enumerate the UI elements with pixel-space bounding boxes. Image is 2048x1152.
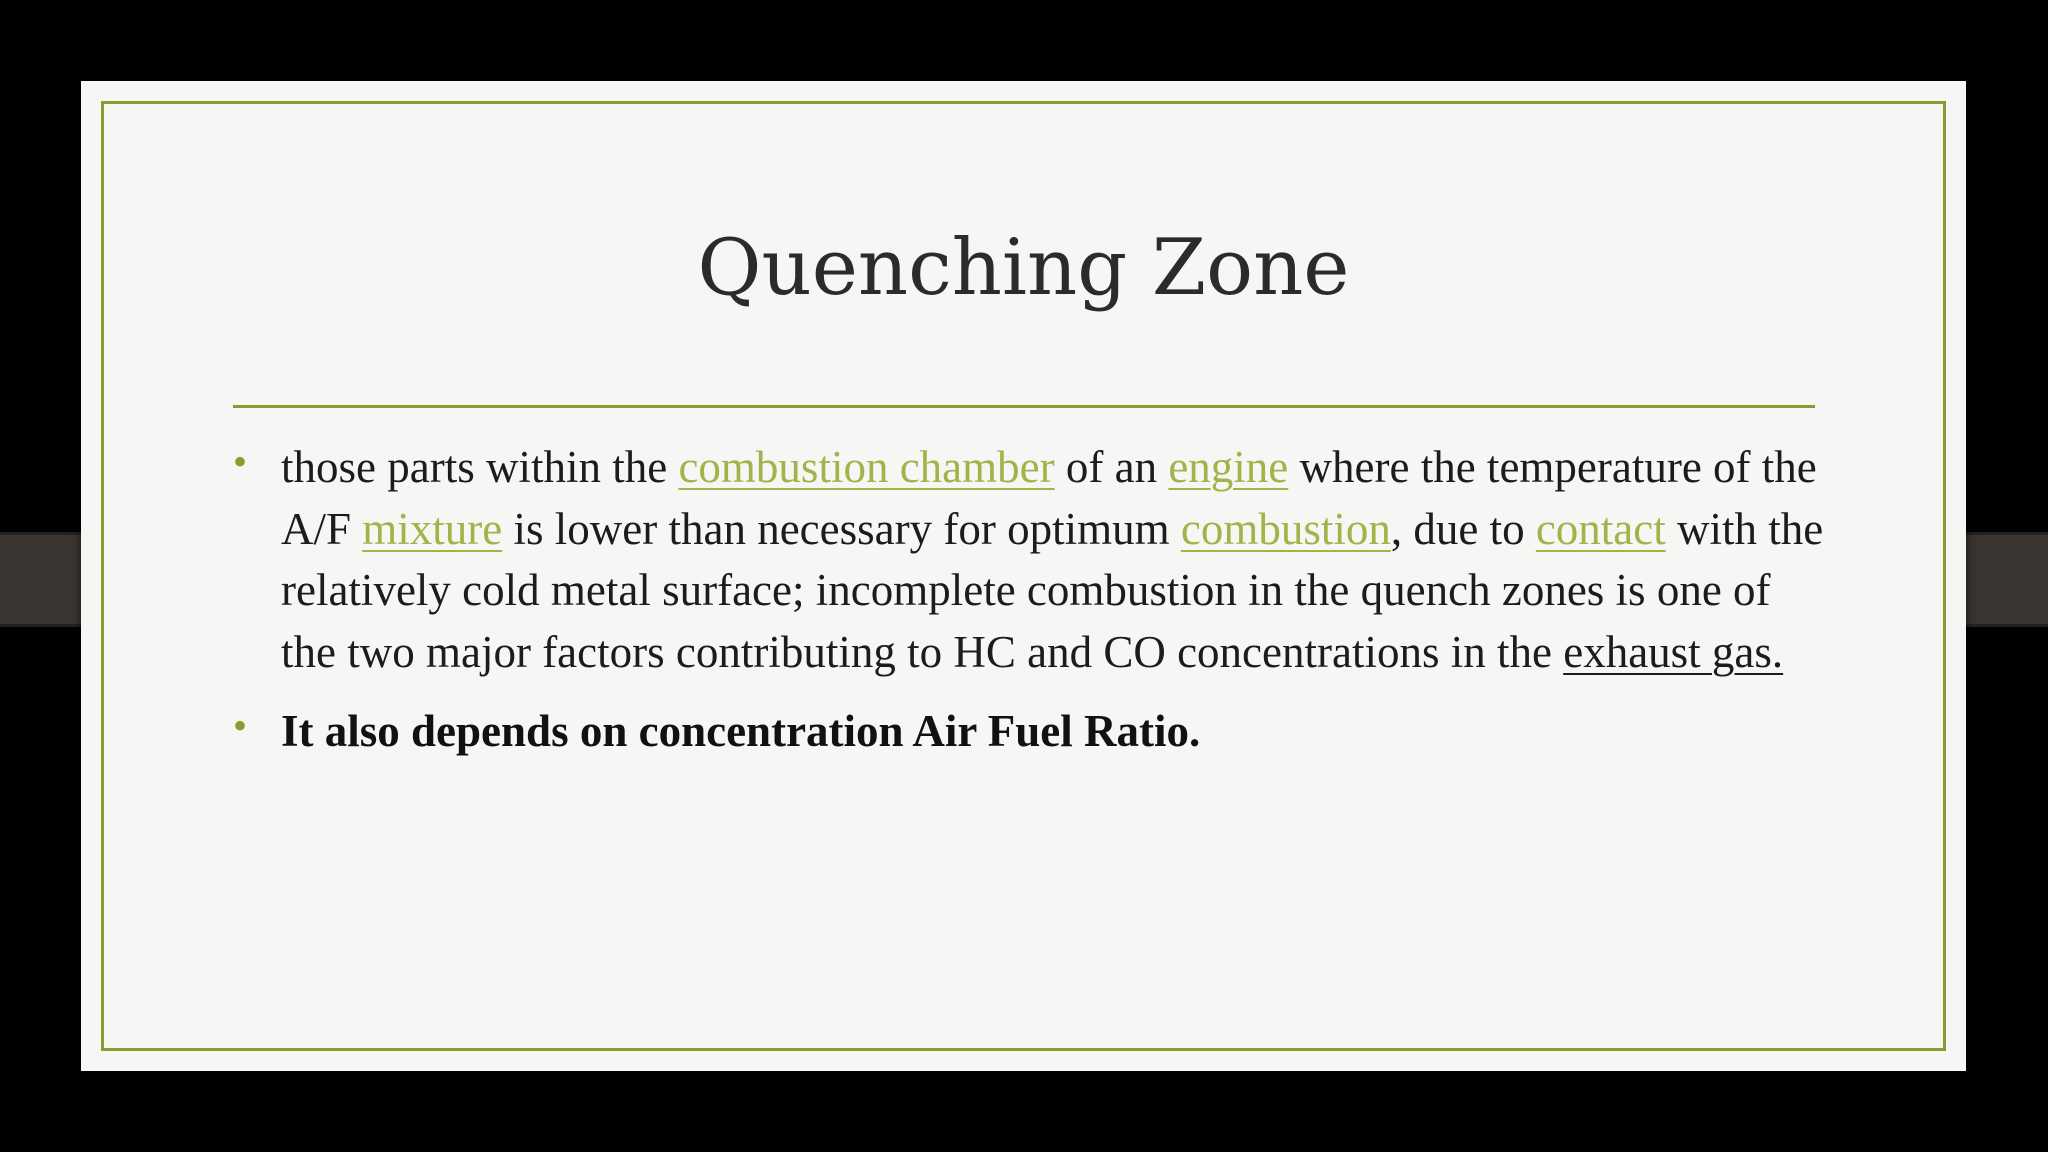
title-divider: [233, 405, 1815, 408]
link-combustion[interactable]: combustion: [1180, 503, 1391, 554]
bullet-text: those parts within the: [281, 442, 679, 492]
bullet-dot-icon: •: [233, 439, 248, 484]
bullet-item: [233, 437, 1833, 683]
slide: [81, 81, 1966, 1071]
slide-title: Quenching Zone: [697, 223, 1350, 313]
link-exhaust-gas[interactable]: exhaust gas.: [1563, 626, 1784, 677]
bullet-text: of an: [1054, 442, 1169, 492]
bullet-text: with the relatively cold metal surface; incomplete combustion in the quench zones is one of the two major factors contributing to HC and CO concentrations in the: [281, 503, 1824, 677]
bullet-list: [233, 437, 1833, 781]
link-engine[interactable]: engine: [1168, 442, 1289, 492]
bullet-text: where the temperature of the A/F: [281, 442, 1817, 554]
bullet-dot-icon: •: [233, 703, 248, 748]
link-combustion-chamber[interactable]: combustion chamber: [678, 442, 1055, 492]
link-contact[interactable]: contact: [1535, 503, 1666, 554]
bullet-item: [233, 701, 1833, 763]
bullet-text: , due to: [1390, 503, 1536, 554]
bullet-text-bold: It also depends on concentration Air Fuel Ratio.: [281, 706, 1201, 756]
link-mixture[interactable]: mixture: [362, 503, 503, 554]
bullet-text: is lower than necessary for optimum: [502, 503, 1181, 554]
